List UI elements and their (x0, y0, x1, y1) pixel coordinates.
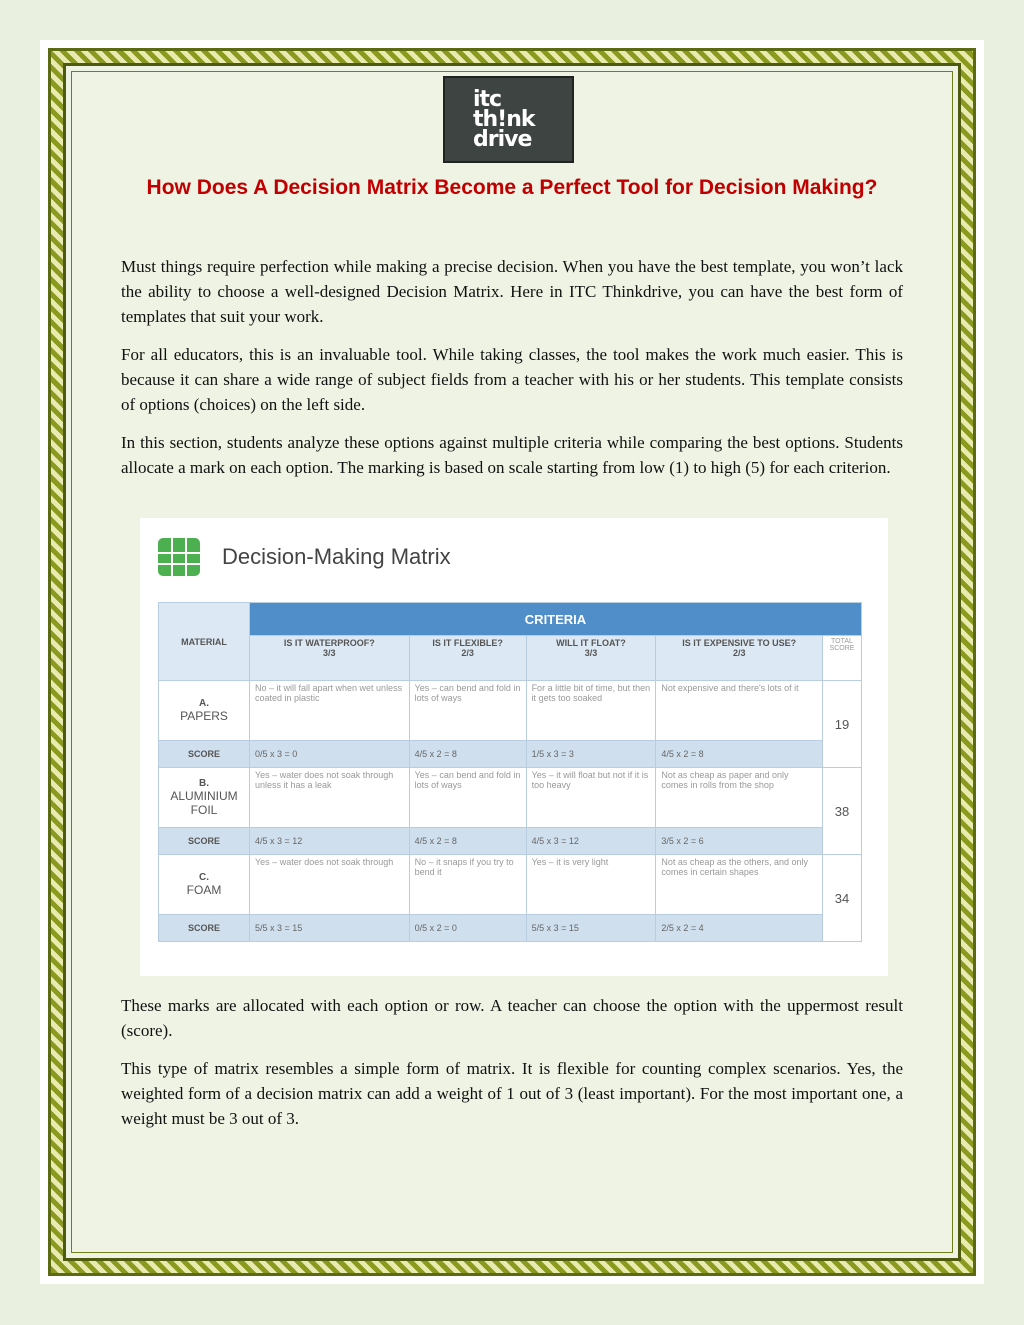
paragraph-4: These marks are allocated with each option or row. A teacher can choose the option with the uppermost result (score). (121, 996, 903, 1040)
total-score: 38 (823, 768, 862, 855)
total-score: 19 (823, 681, 862, 768)
matrix-title: Decision-Making Matrix (222, 544, 451, 569)
score-cell: 5/5 x 3 = 15 (526, 915, 656, 942)
paragraph-3: In this section, students analyze these options against multiple criteria while comparing the best options. Students allocate a mark on each option. The marking is based on scale starting from low (1) to high (5) for each criterion. (121, 433, 903, 477)
description-cell: Yes – water does not soak through (250, 855, 410, 915)
logo-line-3: drive (473, 126, 532, 152)
spreadsheet-icon (158, 538, 200, 576)
decision-matrix-image (140, 518, 888, 976)
score-cell: 0/5 x 3 = 0 (250, 741, 410, 768)
paragraph-5: This type of matrix resembles a simple form of matrix. It is flexible for counting complex scenarios. Yes, the weighted form of a decision matrix can add a weight of 1 out of 3 (least important). For the most important one, a weight must be 3 out of 3. (121, 1059, 903, 1128)
score-cell: 5/5 x 3 = 15 (250, 915, 410, 942)
score-cell: 3/5 x 2 = 6 (656, 828, 823, 855)
criterion-header: IS IT EXPENSIVE TO USE? 2/3 (656, 636, 823, 681)
score-cell: 4/5 x 3 = 12 (250, 828, 410, 855)
page-title: How Does A Decision Matrix Become a Perfect Tool for Decision Making? (146, 176, 878, 199)
score-cell: 4/5 x 2 = 8 (409, 741, 526, 768)
material-cell: B. ALUMINIUM FOIL (159, 768, 250, 828)
score-label: SCORE (159, 915, 250, 942)
material-cell: A. PAPERS (159, 681, 250, 741)
description-cell: No – it will fall apart when wet unless coated in plastic (250, 681, 410, 741)
description-cell: No – it snaps if you try to bend it (409, 855, 526, 915)
material-cell: C. FOAM (159, 855, 250, 915)
score-label: SCORE (159, 741, 250, 768)
description-cell: Not as cheap as paper and only comes in rolls from the shop (656, 768, 823, 828)
criterion-header: IS IT FLEXIBLE? 2/3 (409, 636, 526, 681)
total-score-header: TOTAL SCORE (823, 636, 862, 681)
criteria-header: CRITERIA (250, 603, 862, 636)
score-cell: 0/5 x 2 = 0 (409, 915, 526, 942)
paragraph-1: Must things require perfection while making a precise decision. When you have the best template, you won’t lack the ability to choose a well-designed Decision Matrix. Here in ITC Thinkdrive, you can have the best form of templates that suit your work. (121, 257, 903, 326)
score-label: SCORE (159, 828, 250, 855)
description-cell: Not expensive and there's lots of it (656, 681, 823, 741)
criterion-header: IS IT WATERPROOF? 3/3 (250, 636, 410, 681)
description-cell: Yes – can bend and fold in lots of ways (409, 768, 526, 828)
score-cell: 2/5 x 2 = 4 (656, 915, 823, 942)
description-cell: Yes – it is very light (526, 855, 656, 915)
material-header: MATERIAL (159, 603, 250, 681)
description-cell: Yes – can bend and fold in lots of ways (409, 681, 526, 741)
description-cell: Yes – it will float but not if it is too heavy (526, 768, 656, 828)
paragraph-2: For all educators, this is an invaluable tool. While taking classes, the tool makes the work much easier. This is because it can share a wide range of subject fields from a teacher with his or her students. This template consists of options (choices) on the left side. (121, 345, 903, 414)
logo-line-1: itc (473, 86, 502, 112)
decision-matrix-table (158, 602, 862, 942)
logo-line-2: th!nk (473, 106, 535, 132)
score-cell: 1/5 x 3 = 3 (526, 741, 656, 768)
score-cell: 4/5 x 2 = 8 (656, 741, 823, 768)
score-cell: 4/5 x 2 = 8 (409, 828, 526, 855)
score-cell: 4/5 x 3 = 12 (526, 828, 656, 855)
description-cell: Yes – water does not soak through unless it has a leak (250, 768, 410, 828)
total-score: 34 (823, 855, 862, 942)
description-cell: Not as cheap as the others, and only comes in certain shapes (656, 855, 823, 915)
description-cell: For a little bit of time, but then it gets too soaked (526, 681, 656, 741)
criterion-header: WILL IT FLOAT? 3/3 (526, 636, 656, 681)
itc-thinkdrive-logo (443, 76, 574, 163)
